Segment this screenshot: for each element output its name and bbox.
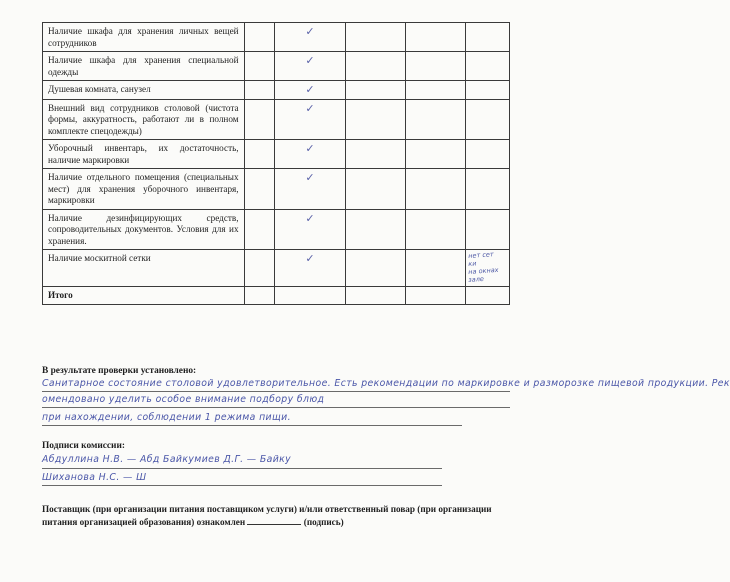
signature-rule: [42, 468, 442, 469]
table-cell: [466, 250, 510, 287]
table-cell: [406, 287, 466, 305]
checkmark-icon: ✓: [305, 54, 315, 67]
table-cell: [345, 169, 406, 210]
table-cell: [345, 99, 406, 140]
table-cell: [244, 23, 275, 52]
table-cell: [406, 140, 466, 169]
table-cell: [406, 169, 466, 210]
table-cell: [244, 250, 275, 287]
checkmark-icon: ✓: [305, 171, 315, 185]
findings-section: [42, 366, 730, 436]
signature-blank: [247, 515, 301, 525]
table-cell: [466, 99, 510, 140]
table-cell: [466, 140, 510, 169]
checkmark-icon: ✓: [305, 83, 315, 96]
checkmark-icon: ✓: [305, 25, 315, 38]
criterion-label: Уборочный инвентарь, их достаточность, наличие маркировки: [43, 140, 245, 169]
table-cell: [275, 99, 346, 140]
table-cell: [275, 23, 346, 52]
table-cell: [406, 209, 466, 250]
checkmark-icon: ✓: [305, 211, 315, 225]
signature-rule: [42, 485, 442, 486]
handwritten-note: зале: [468, 275, 485, 285]
table-cell: [275, 52, 346, 81]
checkmark-icon: ✓: [305, 252, 315, 266]
table-cell: [345, 81, 406, 100]
findings-line-2: омендовано уделить особое внимание подбору блюд: [42, 394, 325, 405]
table-cell: [345, 23, 406, 52]
criterion-label: Наличие отдельного помещения (специальных мест) для хранения уборочного инвентаря, маркировки: [43, 169, 245, 210]
table-cell: [406, 52, 466, 81]
table-row: [43, 81, 510, 100]
table-cell: [406, 250, 466, 287]
table-cell: [466, 52, 510, 81]
table-cell: [345, 209, 406, 250]
table-row: [43, 169, 510, 210]
signatures-heading: Подписи комиссии:: [42, 441, 125, 451]
handwritten-note: на окнах: [468, 266, 499, 277]
findings-rule: [42, 425, 462, 426]
table-cell: [345, 52, 406, 81]
table-cell: [275, 140, 346, 169]
handwritten-note: нет сет: [468, 250, 495, 261]
table-cell: [275, 81, 346, 100]
table-cell: [275, 209, 346, 250]
table-cell: [244, 209, 275, 250]
table-cell: [406, 99, 466, 140]
acknowledgement-text: [42, 503, 510, 528]
table-cell: [466, 81, 510, 100]
criterion-label: Наличие дезинфицирующих средств, сопроводительных документов. Условия для их хранения.: [43, 209, 245, 250]
table-row: [43, 209, 510, 250]
table-cell: [345, 287, 406, 305]
checkmark-icon: ✓: [305, 142, 315, 156]
total-label: Итого: [43, 287, 245, 305]
table-cell: [275, 287, 346, 305]
criterion-label: Наличие шкафа для хранения специальной одежды: [43, 52, 245, 81]
findings-line-3: при нахождении, соблюдении 1 режима пищи.: [42, 412, 291, 423]
criterion-label: Душевая комната, санузел: [43, 81, 245, 100]
table-row: [43, 140, 510, 169]
criterion-label: Наличие москитной сетки: [43, 250, 245, 287]
acknowledgement-signature-label: (подпись): [303, 517, 344, 527]
findings-rule: [42, 391, 510, 392]
total-row: [43, 287, 510, 305]
signature-line-1: Абдуллина Н.В. — Абд Байкумиев Д.Г. — Байку: [42, 454, 292, 465]
inspection-table: [42, 22, 510, 305]
table-cell: [406, 23, 466, 52]
table-row: [43, 99, 510, 140]
table-cell: [345, 140, 406, 169]
findings-rule: [42, 407, 510, 408]
findings-heading: В результате проверки установлено:: [42, 366, 197, 376]
table-row: [43, 52, 510, 81]
table-cell: [244, 169, 275, 210]
checkmark-icon: ✓: [305, 101, 315, 115]
table-cell: [466, 169, 510, 210]
handwritten-note: ки: [468, 259, 477, 269]
inspection-table-body: [43, 23, 510, 305]
table-cell: [466, 209, 510, 250]
table-cell: [244, 140, 275, 169]
table-cell: [406, 81, 466, 100]
table-row: [43, 23, 510, 52]
table-cell: [466, 287, 510, 305]
table-cell: [275, 250, 346, 287]
criterion-label: Наличие шкафа для хранения личных вещей сотрудников: [43, 23, 245, 52]
table-cell: [466, 23, 510, 52]
table-row: [43, 250, 510, 287]
findings-line-1: Санитарное состояние столовой удовлетворительное. Есть рекомендации по маркировке и разморозке пищевой продукции. Рек: [42, 378, 730, 389]
table-cell: [244, 287, 275, 305]
table-cell: [275, 169, 346, 210]
signatures-section: [42, 441, 510, 496]
table-cell: [244, 99, 275, 140]
table-cell: [345, 250, 406, 287]
table-cell: [244, 52, 275, 81]
signature-line-2: Шиханова Н.С. — Ш: [42, 472, 147, 483]
table-cell: [244, 81, 275, 100]
criterion-label: Внешний вид сотрудников столовой (чистота формы, аккуратность, работают ли в полном комплекте спецодежды): [43, 99, 245, 140]
acknowledgement-main: Поставщик (при организации питания поставщиком услуги) и/или ответственный повар (при организации питания организацией образования) ознакомлен: [42, 504, 492, 527]
